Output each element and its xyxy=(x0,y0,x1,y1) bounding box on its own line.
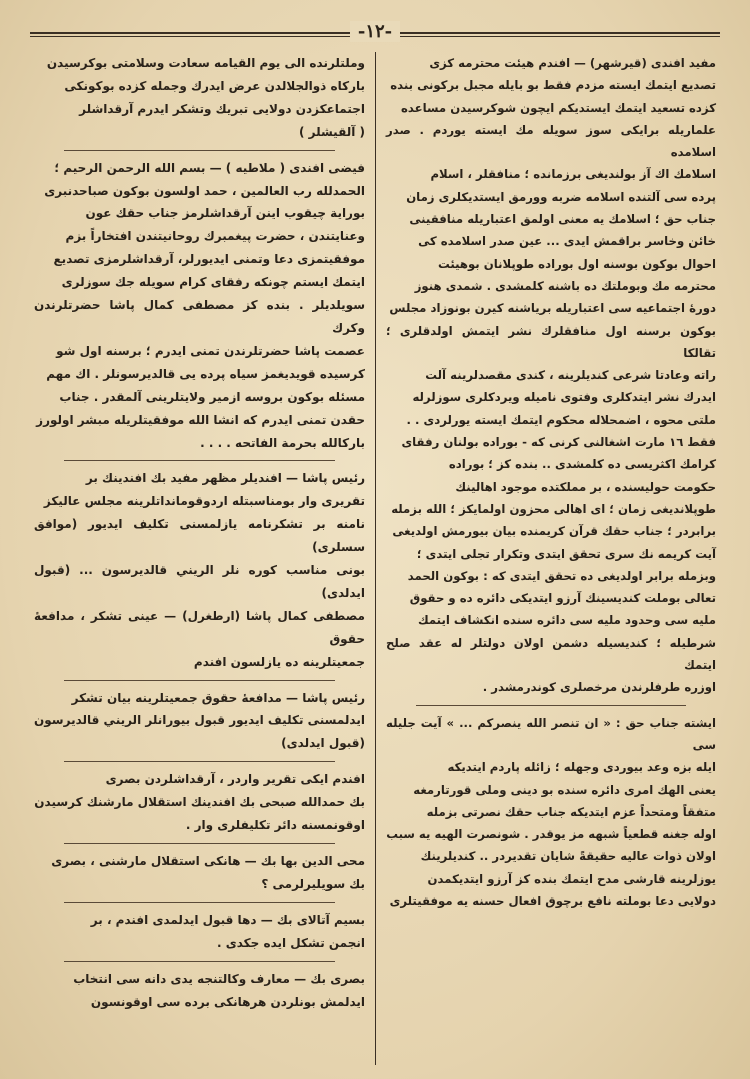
page-number: -۱۲- xyxy=(350,21,400,42)
speech-mufid-efendi: مفيد افندى (قيرشهر) — افندم هيئت محترمه كزى تصديع ايتمك ايسته مزدم فقط بو بايله مجبل بركونى بنده كزده تسعيد ايتمك ايستديكم ايچون شوكرسيدن مساعده علماريله برايكى سوز سويله مك ايسته يوردم . صدر اسلامده اسلامك اك آز بولنديغى برزمانده ؛ منافقلر ، اسلام پرده سى آلتنده اسلامه ضربه وورمق ايستديكلرى زمان جناب حق ؛ اسلامك يه معنى اولمق اعتباريله منافقينى خائن وخاسر براقمش ايدى ... عين صدر اسلامده كى احوال بوكون بوسنه اول بوراده طوپلانان بوهيئت محترمه مك وبوملتك ده باشنه كلمشدى . شمدى هنوز دورۀ اجتماعيه سى اعتباريله برياشنه كيرن بونوزاد مجلس بوكون برسنه اول منافقلرك نشر ايتمش اولدقلرى ؛ تقالكا راته وعادتا شرعى كنديلرينه ، كندى مقصدلرينه آلت ايدرك نشر ايتدكلرى وفتوى ناميله ويردكلرى سوزلرله ملتى محوه ، اضمحلاله محكوم ايتمك ايسته يورلردى . . فقط ۱٦ مارت اشغالنى كرنى كه - بوراده بولنان رفقاى كرامك اكثريسى ده كلمشدى .. بنده كز ؛ بوراده حكومت حوليسنده ، بر مملكتده موجود اهالينك طوپلانديغى زمان ؛ اى اهالى محزون اولمايكز ؛ الله بزمله برابردر ؛ جناب حقك قرآن كريمنده بيان بيورمش اولديغى آيت كريمه نك سرى تحقق ايتدى وتكرار تجلى ايتدى ؛ وبزمله برابر اولديغى ده تحقق ايتدى كه : بوكون الحمد تعالى بوملت كنديسينك آرزو ايتديكى دائره ده و حقوق مليه سى وحدود مليه سى دائره سنده انكشاف ايتمك شرطيله ؛ كنديسيله دشمن اولان دولتلر له عقد صلح ايتمك اوزره طرفلرندن مرخصلرى كوندرمشدر . xyxy=(386,56,716,695)
speech-besim-atalay: بسيم آتالاى بك — دها قبول ايدلمدى افندم ، بر انجمن تشكل ايده جكدى . xyxy=(90,912,365,950)
text-columns xyxy=(24,52,726,1065)
right-column xyxy=(375,52,726,1065)
section-divider xyxy=(416,705,687,706)
section-divider xyxy=(64,150,335,151)
speech-basri-bey: بصرى بك — معارف وكالتنجه يدى دانه سى انتخاب ايدلمش بونلردن هرهانكى برده سى اوقونسون xyxy=(73,971,365,1009)
speech-muhiddin-baha: محى الدين بها بك — هانكى استقلال مارشنى ، بصرى بك سويليرلرمى ؟ xyxy=(51,854,365,891)
motion-announcement: افندم ايكى تقرير واردر ، آرقداشلردن بصرى بك حمدالله صبحى بك افندينك استقلال مارشنك كرسيدن اوقونمسنه دائر تكليفلرى وار . xyxy=(34,772,365,833)
page-header xyxy=(30,18,720,44)
section-divider xyxy=(64,902,335,903)
section-divider xyxy=(64,843,335,844)
left-column xyxy=(24,52,375,1065)
speech-continuation: وملتلرنده الى يوم القيامه سعادت وسلامتى بوكرسيدن باركاه ذوالجلالدن عرض ايدرك وجمله كزده بوكونكى اجتماعكزدن دولايى تبريك وتشكر ايدرم آرقداشلر ( آلقيشلر ) xyxy=(46,56,365,139)
speech-reis-pasha-motion: رئيس پاشا — افنديلر مظهر مفيد بك افندينك بر تقريرى وار بومناسبتله اردوقومانداتلرينه مجلس عاليكز نامنه بر تشكرنامه يازلمسنى تكليف ايديور (موافق سسلرى) بونى مناسب كوره نلر الريني قالديرسون ... (قبول ايدلدى) مصطفى كمال پاشا (ارطغرل) — عينى تشكر ، مدافعۀ حقوق جمعيتلرينه ده يازلسون افندم xyxy=(34,471,365,669)
section-divider xyxy=(64,961,335,962)
section-divider xyxy=(64,680,335,681)
speech-feyzi-efendi: فيضى افندى ( ملاطيه ) — بسم الله الرحمن الرحيم ؛ الحمدلله رب العالمين ، حمد اولسون بوكون صباحدنبرى بوراية چيقوب اينن آرقداشلرمز جناب حقك عون وعنايتندن ، حضرت پيغمبرك روحانيتندن افتخاراً بزم موفقيتمزى دعا وتمنى ايديورلر، آرقداشلرمزى تصديع ايتمك ايستم چونكه رفقاى كرام سويله جك سوزلرى سويلديلر . بنده كز مصطفى كمال پاشا حضرتلرندن وكرك عصمت پاشا حضرتلرندن تمنى ايدرم ؛ برسنه اول شو كرسيده قويديغمز سياه پرده يى قالديرسونلر . اك مهم مسئله بوكون بروسه ازمير ولايتلرينى آلمقدر . جناب حقدن تمنى ايدرم كه انشا الله موفقيتلريله مبشر اولورز باركالله بحرمة الفاتحه . . . . xyxy=(34,160,365,450)
speech-reis-pasha-vote: رئيس پاشا — مدافعۀ حقوق جمعيتلرينه بيان تشكر ايدلمسنى تكليف ايديور قبول بيورانلر الريني قالديرسون (قبول ايدلدى) xyxy=(34,690,365,751)
section-divider xyxy=(64,460,335,461)
speech-mufid-efendi-continued: ايشته جناب حق : « ان تنصر الله ينصركم ... » آيت جليله سى ايله بزه وعد بيوردى وجهله ؛ زائله پاردم ايتديكه يعنى الهك امرى دائره سنده بو دينى وملى قورتارمغه متفقاً ومتحداً عزم ايتديكه جناب حقك نصرتى بزمله اوله جغنه قطعياً شبهه مز يوقدر . شونصرت الهيه يه سبب اولان ذوات عاليه حقيقةً شايان تقديردر .. كنديلرينك يوزلرينه قارشى مدح ايتمك بنده كز آرزو ايتديكمدن دولايى دعا بوملته نافع برچوق افعال حسنه يه موفقيتلرى xyxy=(386,715,716,908)
section-divider xyxy=(64,761,335,762)
